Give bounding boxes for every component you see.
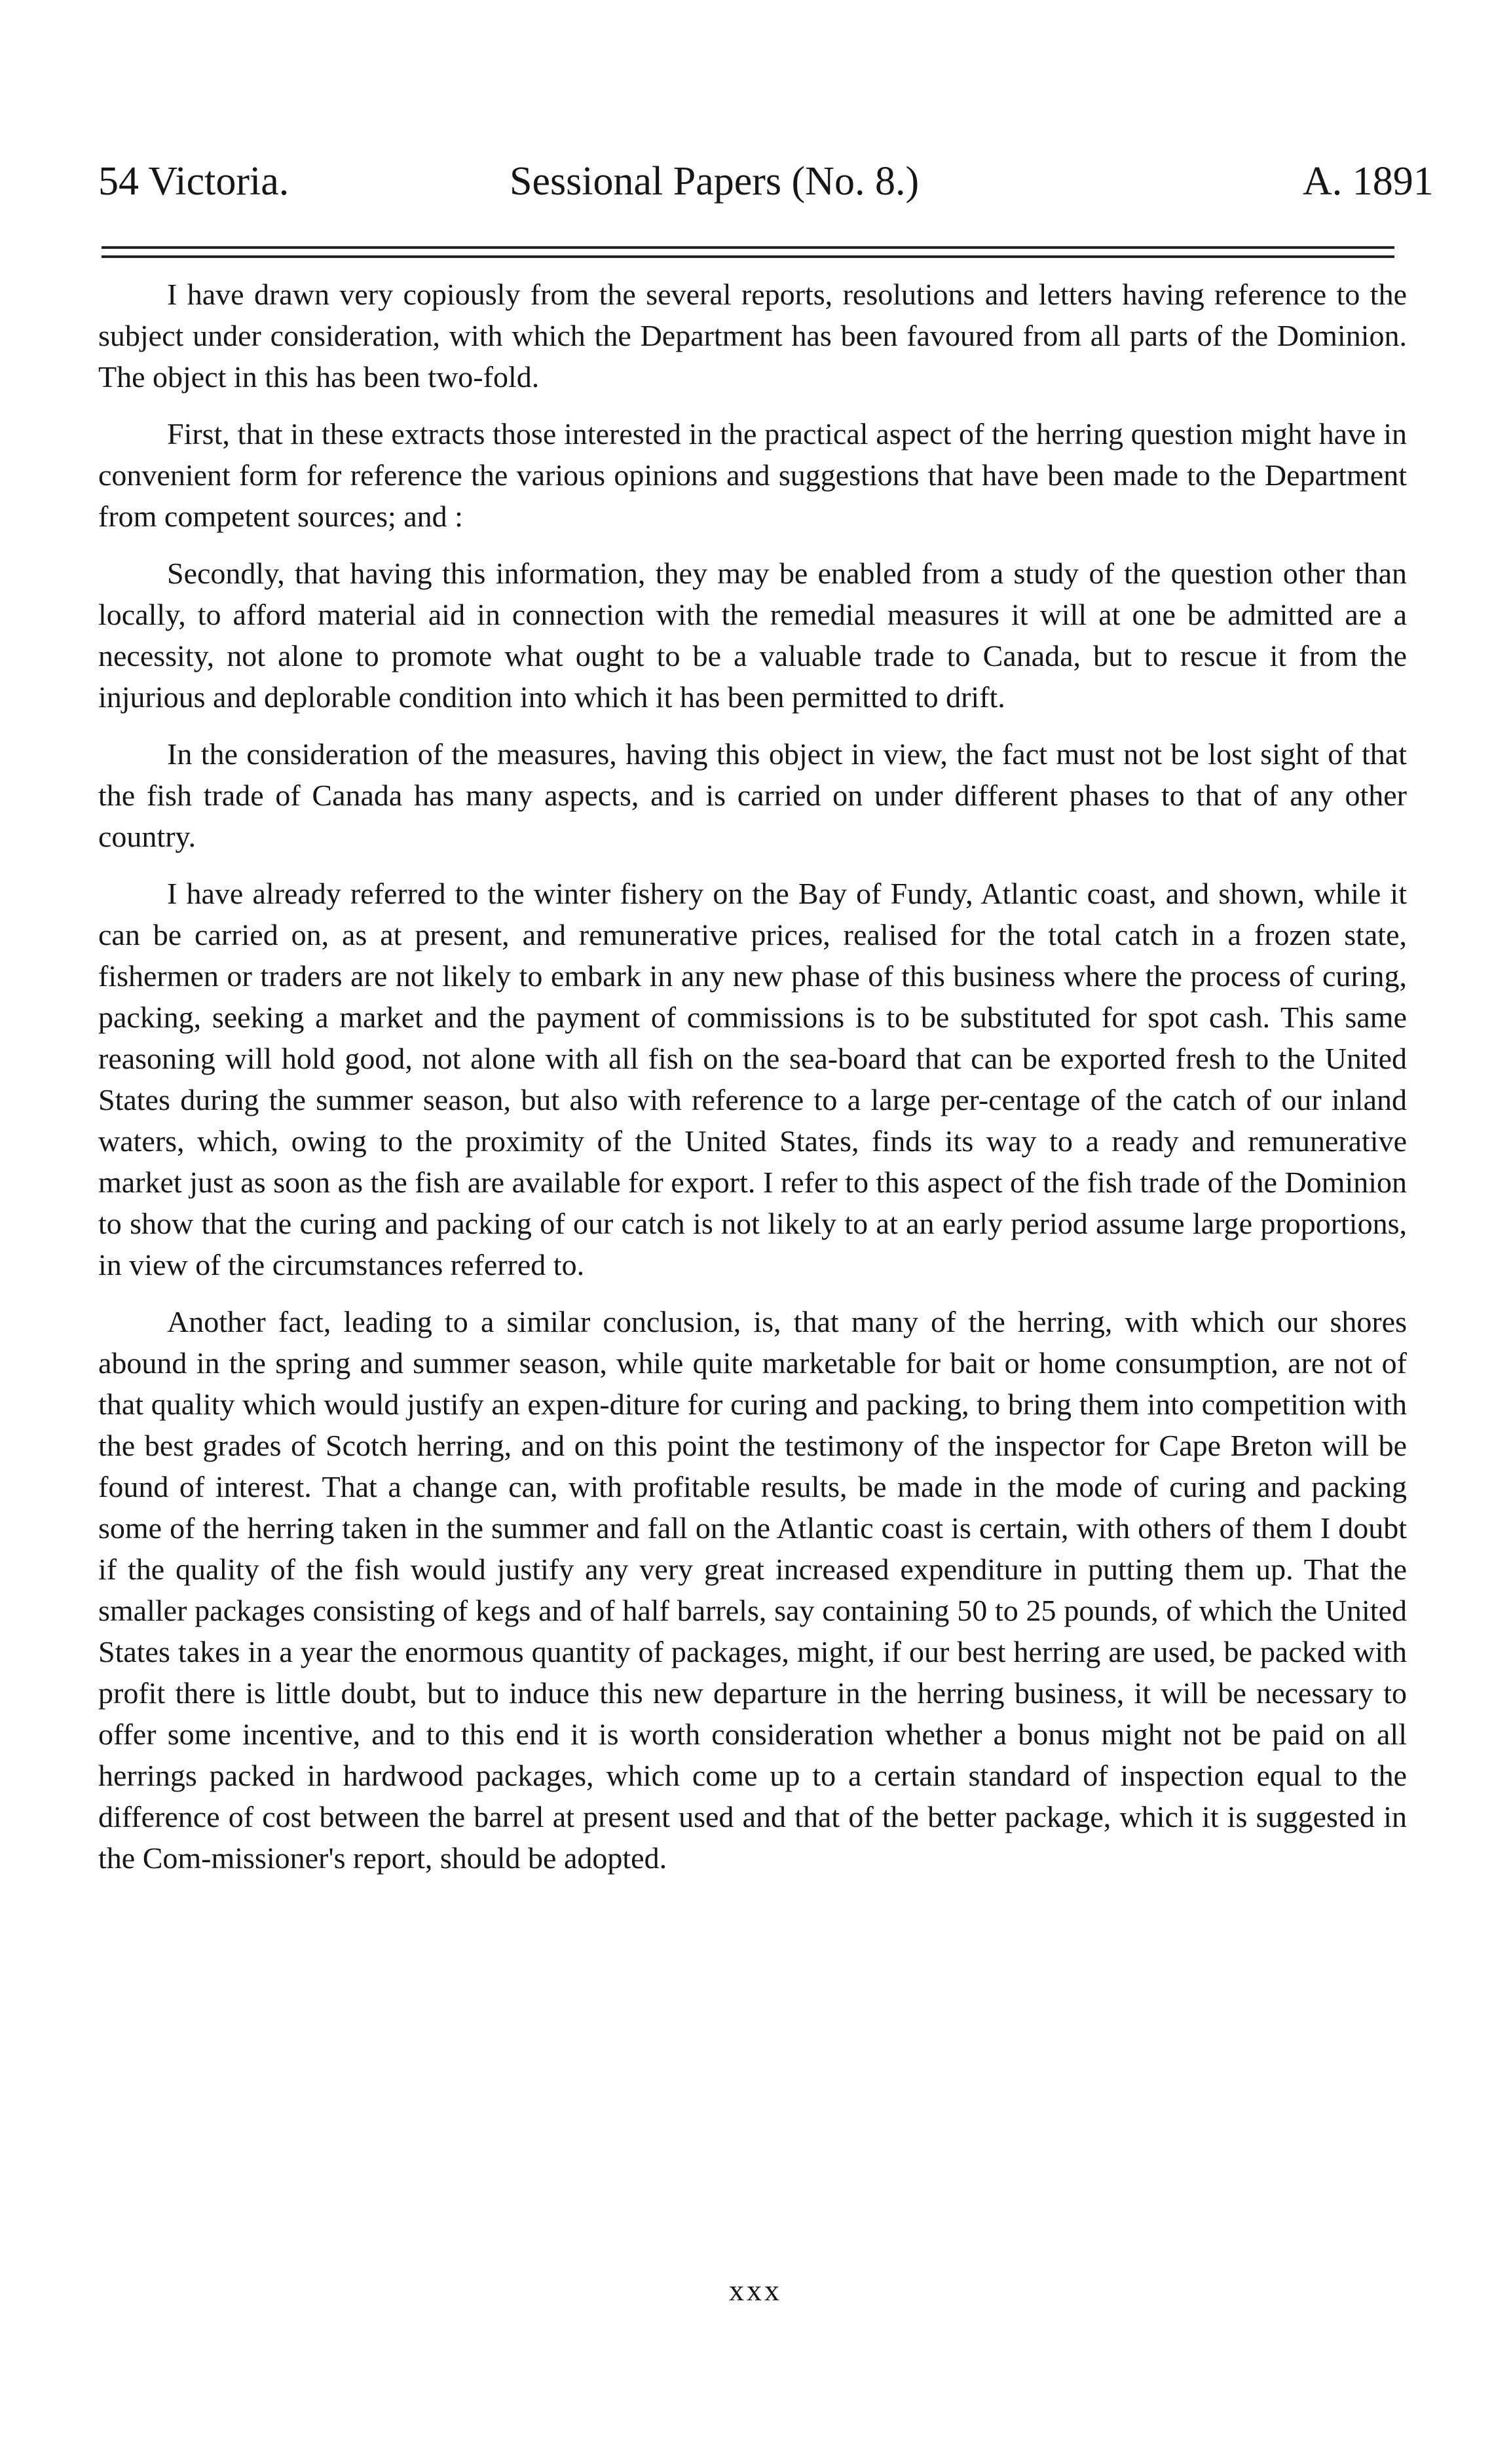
paragraph: I have drawn very copiously from the several reports, resolutions and letters having reference to the subject under consideration, with which the Department has been favoured from all parts of the Dominion. The object in this has been two-fold. [98, 278, 1407, 394]
paragraph: I have already referred to the winter fishery on the Bay of Fundy, Atlantic coast, and shown, while it can be carried on, as at present, and remunerative prices, realised for the total catch in a frozen state, fishermen or traders are not likely to embark in any new phase of this business where the process of curing, packing, seeking a market and the payment of commissions is to be substituted for spot cash. This same reasoning will hold good, not alone with all fish on the sea-board that can be exported fresh to the United States during the summer season, but also with reference to a large per-centage of the catch of our inland waters, which, owing to the proximity of the United States, finds its way to a ready and remunerative market just as soon as the fish are available for export. I refer to this aspect of the fish trade of the Dominion to show that the curing and packing of our catch is not likely to at an early period assume large proportions, in view of the circumstances referred to. [98, 877, 1407, 1281]
header-title: Sessional Papers (No. 8.) [510, 159, 920, 204]
paragraph: Another fact, leading to a similar conclusion, is, that many of the herring, with which our shores abound in the spring and summer season, while quite marketable for bait or home consumption, are not of that quality which would justify an expen-diture for curing and packing, to bring them into competition with the best grades of Scotch herring, and on this point the testimony of the inspector for Cape Breton will be found of interest. That a change can, with profitable results, be made in the mode of curing and packing some of the herring taken in the summer and fall on the Atlantic coast is certain, with others of them I doubt if the quality of the fish would justify any very great increased expenditure in putting them up. That the smaller packages consisting of kegs and of half barrels, say containing 50 to 25 pounds, of which the United States takes in a year the enormous quantity of packages, might, if our best herring are used, be packed with profit there is little doubt, but to induce this new departure in the herring business, it will be necessary to offer some incentive, and to this end it is worth consideration whether a bonus might not be paid on all herrings packed in hardwood packages, which come up to a certain standard of inspection equal to the difference of cost between the barrel at present used and that of the better package, which it is suggested in the Com-missioner's report, should be adopted. [98, 1305, 1407, 1875]
header-rule-top [102, 246, 1394, 249]
header-rule-bottom [102, 255, 1394, 258]
header-session: 54 Victoria. [98, 159, 289, 204]
page-number: xxx [729, 2273, 782, 2307]
page-header [0, 152, 1511, 211]
header-year: A. 1891 [1303, 159, 1434, 204]
paragraph: Secondly, that having this information, they may be enabled from a study of the question other than locally, to afford material aid in connection with the remedial measures it will at one be admitted are a necessity, not alone to promote what ought to be a valuable trade to Canada, but to rescue it from the injurious and deplorable condition into which it has been permitted to drift. [98, 557, 1407, 714]
document-body [98, 274, 1407, 1894]
paragraph: First, that in these extracts those interested in the practical aspect of the herring question might have in convenient form for reference the various opinions and suggestions that have been made to the Department from competent sources; and : [98, 417, 1407, 533]
paragraph: In the consideration of the measures, having this object in view, the fact must not be lost sight of that the fish trade of Canada has many aspects, and is carried on under different phases to that of any other country. [98, 737, 1407, 853]
